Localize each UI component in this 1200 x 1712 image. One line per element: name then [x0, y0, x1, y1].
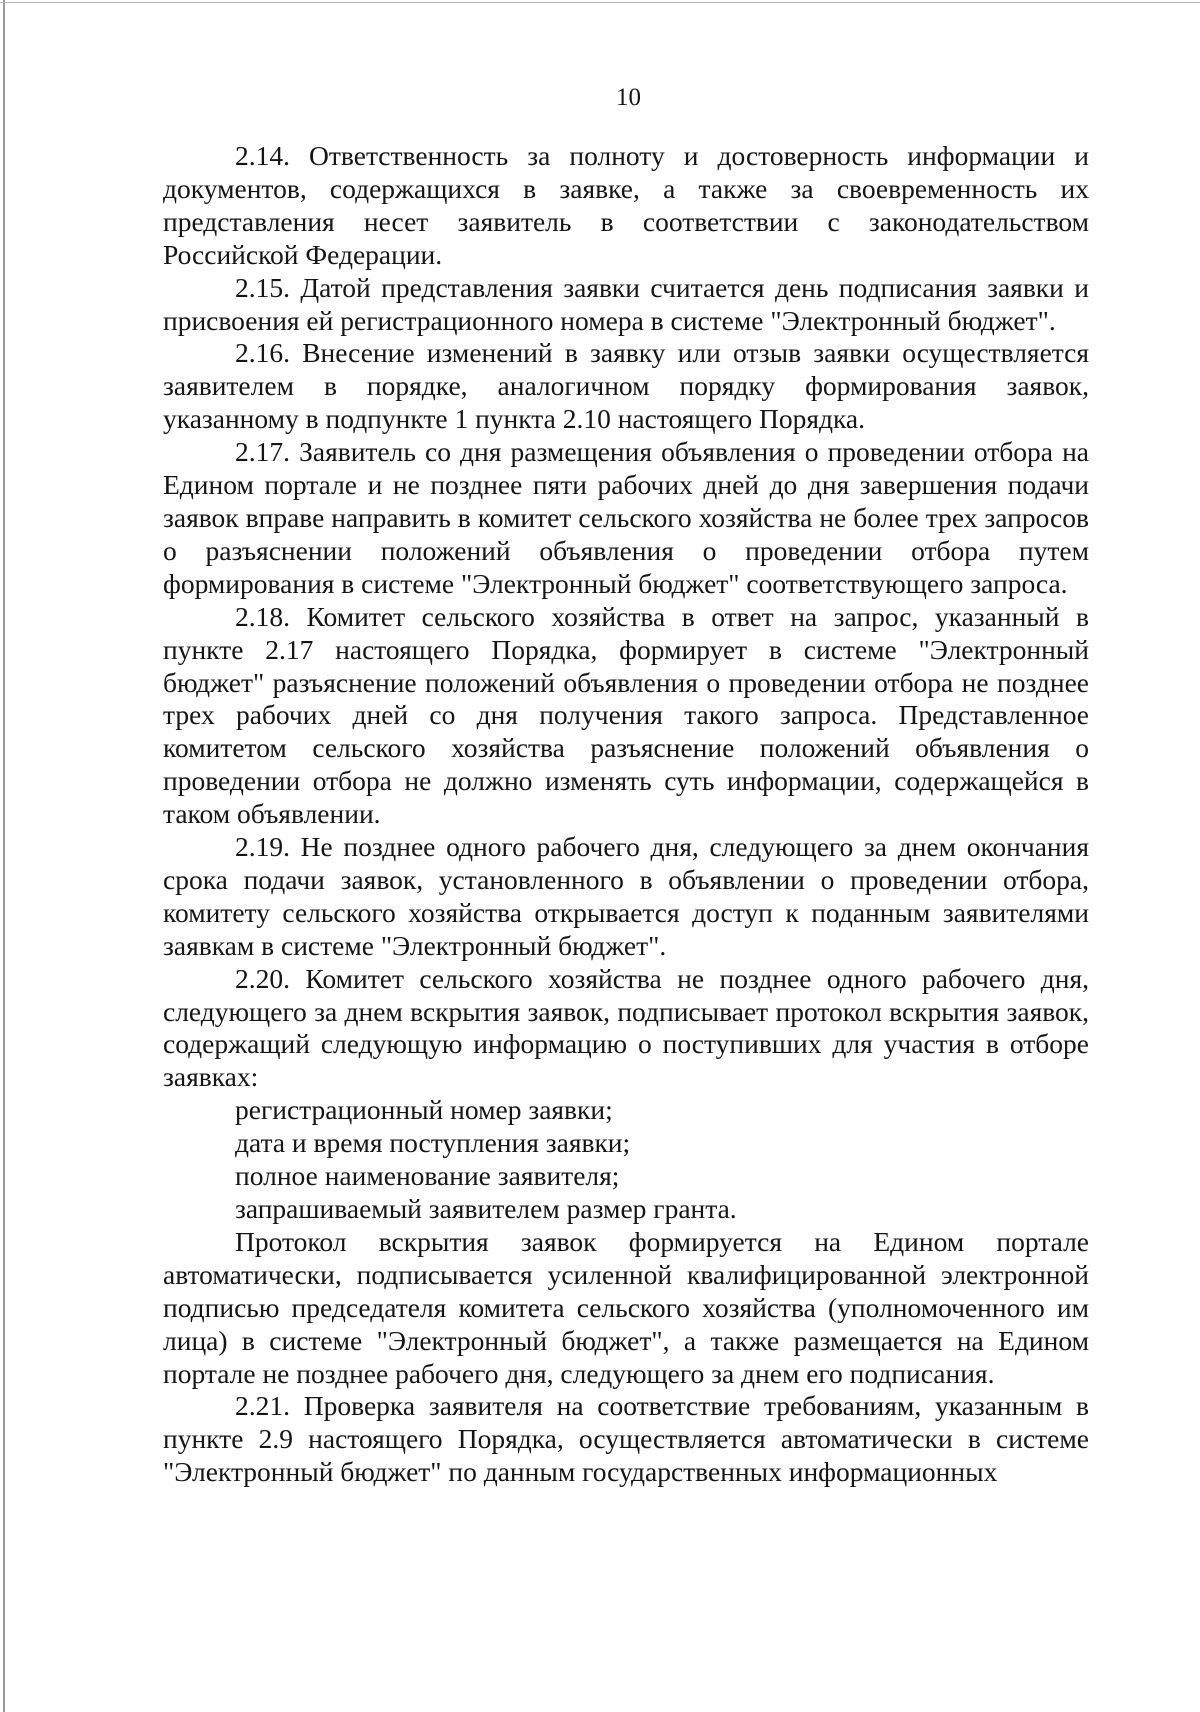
list-item-grant-amount: запрашиваемый заявителем размер гранта. — [235, 1193, 737, 1224]
scan-edge-left — [3, 0, 5, 1712]
paragraph-2-20: 2.20. Комитет сельского хозяйства не позднее одного рабочего дня, следующего за днем вскрытия заявок, подписывает протокол вскрытия заявок, содержащий следующую информацию о поступивших для участия в отборе заявках: — [163, 962, 1089, 1093]
paragraph-2-16: 2.16. Внесение изменений в заявку или отзыв заявки осуществляется заявителем в порядке, аналогичном порядку формирования заявок, указанному в подпункте 1 пункта 2.10 настоящего Порядка. — [163, 337, 1089, 435]
scan-edge-top — [0, 2, 1200, 3]
list-item-applicant-name: полное наименование заявителя; — [235, 1160, 620, 1192]
paragraph-2-14: 2.14. Ответственность за полноту и достоверность информации и документов, содержащихся в заявке, а также за своевременность их представления несет заявитель в соответствии с законодательством Российской Федерации. — [163, 140, 1089, 270]
page-number: 10 — [616, 84, 641, 111]
paragraph-2-17: 2.17. Заявитель со дня размещения объявления о проведении отбора на Едином портале и не позднее пяти рабочих дней до дня завершения подачи заявок вправе направить в комитет сельского хозяйства не более трех запросов о разъяснении положений объявления о проведении отбора путем формирования в системе "Электронный бюджет" соответствующего запроса. — [163, 436, 1089, 599]
paragraph-2-21: 2.21. Проверка заявителя на соответствие требованиям, указанным в пункте 2.9 настоящего Порядка, осуществляется автоматически в системе "Электронный бюджет" по данным государственных информационных — [163, 1390, 1089, 1488]
paragraph-2-19: 2.19. Не позднее одного рабочего дня, следующего за днем окончания срока подачи заявок, установленного в объявлении о проведении отбора, комитету сельского хозяйства открывается доступ к поданным заявителями заявкам в системе "Электронный бюджет". — [163, 831, 1089, 961]
list-item-registration-number: регистрационный номер заявки; — [235, 1094, 613, 1126]
paragraph-2-15: 2.15. Датой представления заявки считается день подписания заявки и присвоения ей регистрационного номера в системе "Электронный бюджет". — [163, 271, 1089, 336]
paragraph-2-18: 2.18. Комитет сельского хозяйства в ответ на запрос, указанный в пункте 2.17 настоящего Порядка, формирует в системе "Электронный бюджет" разъяснение положений объявления о проведении отбора не позднее трех рабочих дней со дня получения такого запроса. Представленное комитетом сельского хозяйства разъяснение положений объявления о проведении отбора не должно изменять суть информации, содержащейся в таком объявлении. — [163, 600, 1089, 830]
document-body — [163, 140, 1089, 1489]
list-item-date-time: дата и время поступления заявки; — [235, 1127, 631, 1159]
paragraph-protocol: Протокол вскрытия заявок формируется на Едином портале автоматически, подписывается усиленной квалифицированной электронной подписью председателя комитета сельского хозяйства (уполномоченного им лица) в системе "Электронный бюджет", а также размещается на Едином портале не позднее рабочего дня, следующего за днем его подписания. — [163, 1225, 1089, 1389]
